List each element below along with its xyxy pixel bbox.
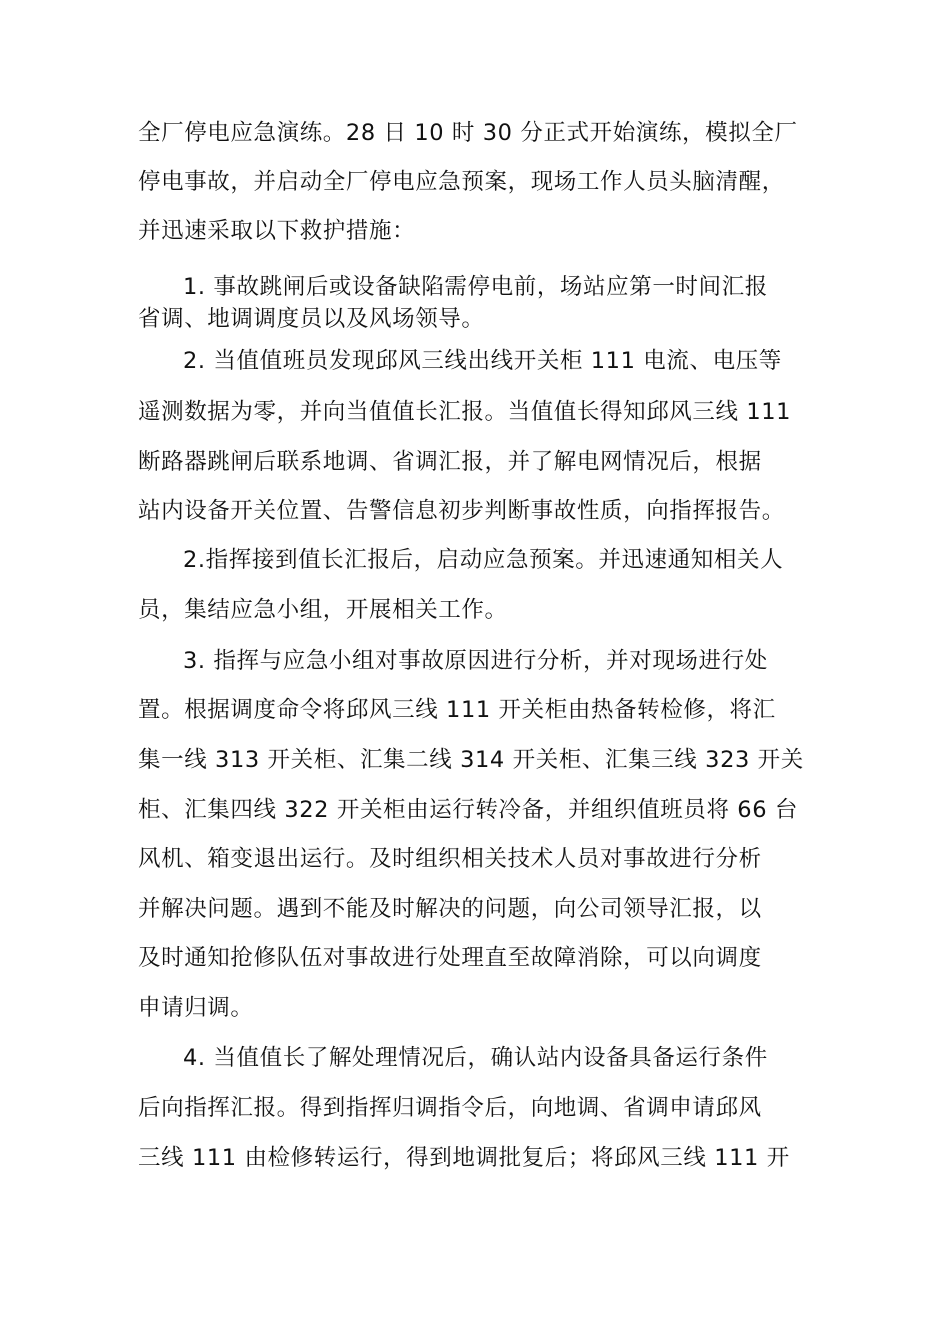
item-3-line-6: 并解决问题。遇到不能及时解决的问题，向公司领导汇报，以 xyxy=(138,896,762,922)
item-3-line-4: 柜、汇集四线 322 开关柜由运行转冷备，并组织值班员将 66 台 xyxy=(138,797,798,823)
item-1-line-2: 省调、地调调度员以及风场领导。 xyxy=(138,306,485,332)
item-2-line-4: 站内设备开关位置、告警信息初步判断事故性质，向指挥报告。 xyxy=(138,498,785,524)
item-3-line-7: 及时通知抢修队伍对事故进行处理直至故障消除，可以向调度 xyxy=(138,945,762,971)
paragraph-line-2: 停电事故，并启动全厂停电应急预案，现场工作人员头脑清醒， xyxy=(138,169,785,195)
item-2b-line-1: 2.指挥接到值长汇报后，启动应急预案。并迅速通知相关人 xyxy=(183,547,784,573)
item-2-line-1: 2. 当值值班员发现邱风三线出线开关柜 111 电流、电压等 xyxy=(183,348,782,374)
paragraph-line-1: 全厂停电应急演练。28 日 10 时 30 分正式开始演练，模拟全厂 xyxy=(138,120,798,146)
item-3-line-2: 置。根据调度命令将邱风三线 111 开关柜由热备转检修，将汇 xyxy=(138,697,776,723)
item-4-line-1: 4. 当值值长了解处理情况后，确认站内设备具备运行条件 xyxy=(183,1045,768,1071)
item-4-line-2: 后向指挥汇报。得到指挥归调指令后，向地调、省调申请邱风 xyxy=(138,1095,762,1121)
item-2-line-3: 断路器跳闸后联系地调、省调汇报，并了解电网情况后，根据 xyxy=(138,449,762,475)
paragraph-line-3: 并迅速采取以下救护措施： xyxy=(138,218,416,244)
item-3-line-8: 申请归调。 xyxy=(138,995,254,1021)
item-3-line-1: 3. 指挥与应急小组对事故原因进行分析，并对现场进行处 xyxy=(183,648,768,674)
item-1-line-1: 1. 事故跳闸后或设备缺陷需停电前，场站应第一时间汇报 xyxy=(183,274,768,300)
item-2-line-2: 遥测数据为零，并向当值值长汇报。当值值长得知邱风三线 111 xyxy=(138,399,792,425)
item-3-line-3: 集一线 313 开关柜、汇集二线 314 开关柜、汇集三线 323 开关 xyxy=(138,747,804,773)
item-2b-line-2: 员，集结应急小组，开展相关工作。 xyxy=(138,597,508,623)
item-3-line-5: 风机、箱变退出运行。及时组织相关技术人员对事故进行分析 xyxy=(138,846,762,872)
item-4-line-3: 三线 111 由检修转运行，得到地调批复后；将邱风三线 111 开 xyxy=(138,1145,790,1171)
